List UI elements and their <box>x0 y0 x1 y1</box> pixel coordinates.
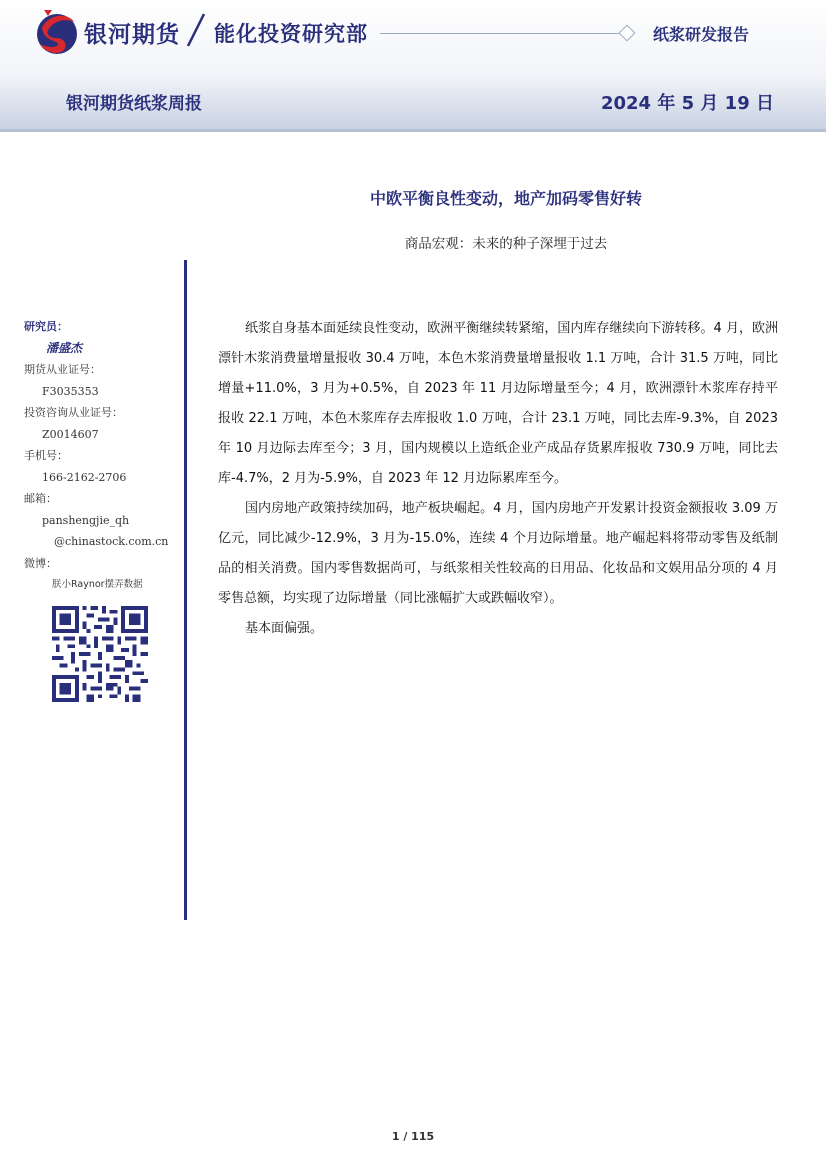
sidebar-divider <box>184 260 187 920</box>
brand-name: 银河期货 <box>84 22 180 48</box>
header-decoration-line <box>380 33 626 34</box>
report-date: 2024 年 5 月 19 日 <box>600 93 774 114</box>
researcher-label: 研究员： <box>24 320 68 333</box>
qr-code-icon <box>52 606 148 702</box>
report-body <box>218 314 778 644</box>
futures-cert-label: 期货从业证号： <box>24 363 101 376</box>
body-paragraph-2: 国内房地产政策持续加码，地产板块崛起。4 月，国内房地产开发累计投资金额报收 3.09 万亿元，同比减少-12.9%，3 月为-15.0%，连续 4 个月边际增量。地产崛起料将带动零售及纸制品的相关消费。国内零售数据尚可，与纸浆相关性较高的日用品、化妆品和文娱用品分项的 4 月零售总额，均实现了边际增量（同比涨幅扩大或跌幅收窄）。 <box>218 501 778 606</box>
phone-value: 166-2162-2706 <box>42 470 127 484</box>
page-number: 1 / 115 <box>391 1130 435 1143</box>
body-paragraph-3: 基本面偏强。 <box>245 621 324 636</box>
body-paragraph-1: 纸浆自身基本面延续良性变动，欧洲平衡继续转紧缩，国内库存继续向下游转移。4 月，欧洲漂针木浆消费量增量报收 30.4 万吨，本色木浆消费量增量报收 1.1 万吨，合计 31.5 万吨，同比增量+11.0%，3 月为+0.5%，自 2023 年 11 月边际增量至今；4 月，欧洲漂针木浆库存持平报收 22.1 万吨，本色木浆库存去库报收 1.0 万吨，合计 23.1 万吨，同比去库-9.3%，自 2023 年 10 月边际去库至今；3 月，国内规模以上造纸企业产成品存货累库报收 730.9 万吨，同比去库-4.7%，2 月为-5.9%，自 2023 年 12 月边际累库至今。 <box>218 321 778 486</box>
report-subtitle: 商品宏观：未来的种子深埋于过去 <box>404 236 608 252</box>
consult-cert-value: Z0014607 <box>42 427 99 441</box>
email-value-line1: panshengjie_qh <box>42 513 130 527</box>
email-label: 邮箱： <box>24 492 57 505</box>
slash-divider-icon <box>184 12 208 48</box>
report-type: 纸浆研发报告 <box>653 25 750 44</box>
report-title: 中欧平衡良性变动，地产加码零售好转 <box>369 189 642 208</box>
email-value-line2: @chinastock.com.cn <box>54 535 169 548</box>
weibo-label: 微博： <box>24 556 57 570</box>
researcher-info <box>24 316 174 596</box>
department-name: 能化投资研究部 <box>214 22 368 46</box>
weibo-value: 朕小Raynor摆弄数据 <box>52 579 143 590</box>
phone-label: 手机号： <box>24 449 68 462</box>
galaxy-futures-logo-icon <box>34 8 80 56</box>
researcher-name: 潘盛杰 <box>46 340 83 355</box>
consult-cert-label: 投资咨询从业证号： <box>24 406 123 419</box>
weekly-report-title: 银河期货纸浆周报 <box>66 94 202 114</box>
sub-header-divider <box>0 129 826 132</box>
futures-cert-value: F3035353 <box>42 384 99 398</box>
